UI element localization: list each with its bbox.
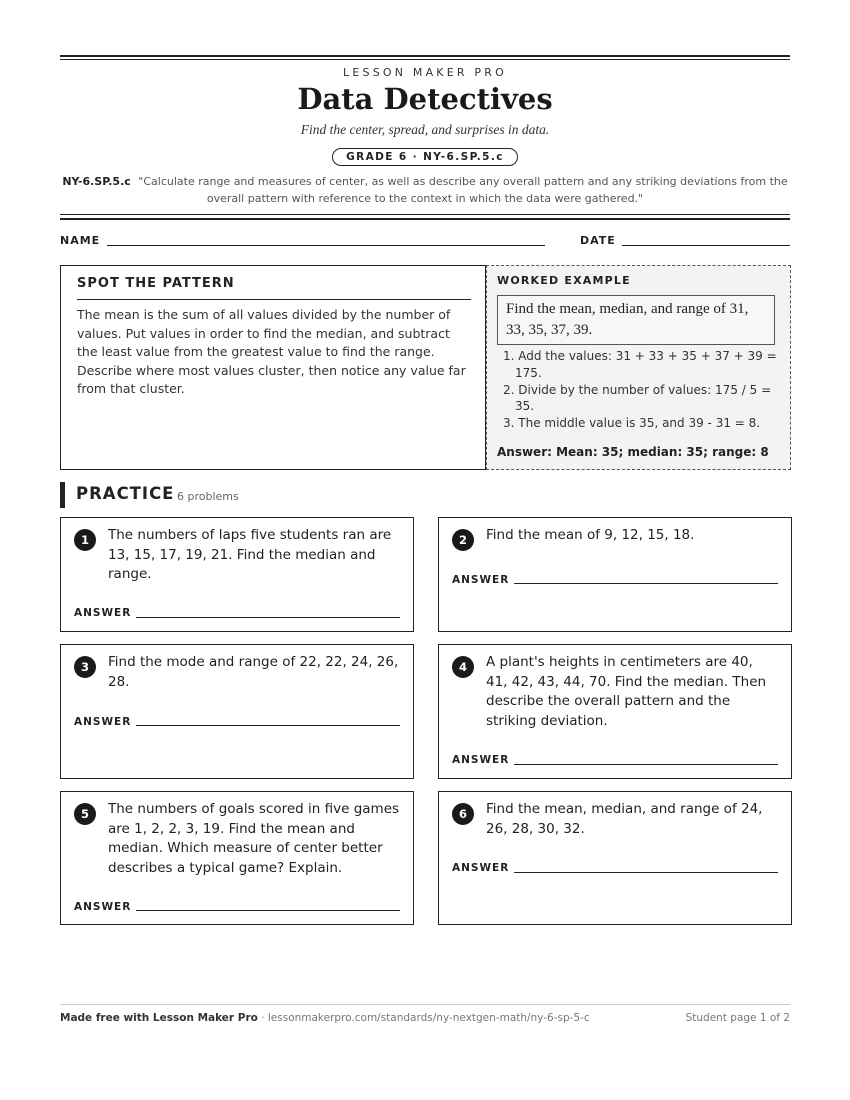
problem-number: 3 bbox=[74, 656, 96, 678]
practice-accent-bar bbox=[60, 482, 65, 508]
answer-field-1[interactable] bbox=[136, 617, 400, 618]
answer-label: ANSWER bbox=[452, 754, 510, 766]
answer-label: ANSWER bbox=[74, 607, 132, 619]
problem-card-5 bbox=[60, 791, 414, 925]
name-field[interactable] bbox=[107, 245, 545, 246]
spot-the-pattern-rule bbox=[77, 299, 471, 300]
grade-badge-wrap bbox=[60, 145, 790, 166]
top-rule-thin bbox=[60, 59, 790, 60]
name-label: NAME bbox=[60, 234, 101, 247]
problem-card-6 bbox=[438, 791, 792, 925]
problem-text: A plant's heights in centimeters are 40, 41, 42, 43, 44, 70. Find the median. Then describe the overall pattern and the striking deviation. bbox=[486, 654, 767, 729]
standard-code: NY-6.SP.5.c bbox=[62, 175, 131, 188]
answer-label: ANSWER bbox=[452, 574, 510, 586]
problem-card-1 bbox=[60, 517, 414, 632]
answer-field-2[interactable] bbox=[514, 583, 778, 584]
worked-example-step: 2. Divide by the number of values: 175 / 5 = 35. bbox=[503, 382, 772, 413]
worked-example-problem: Find the mean, median, and range of 31, 33, 35, 37, 39. bbox=[497, 295, 775, 345]
problem-number: 6 bbox=[452, 803, 474, 825]
answer-field-3[interactable] bbox=[136, 725, 400, 726]
answer-field-5[interactable] bbox=[136, 910, 400, 911]
spot-the-pattern-box bbox=[60, 265, 486, 470]
date-label: DATE bbox=[580, 234, 616, 247]
worked-example-steps bbox=[497, 348, 787, 432]
answer-field-4[interactable] bbox=[514, 764, 778, 765]
problem-card-3 bbox=[60, 644, 414, 779]
footer-made-with: Made free with Lesson Maker Pro bbox=[60, 1012, 258, 1024]
worked-example-answer: Answer: Mean: 35; median: 35; range: 8 bbox=[497, 445, 769, 459]
standard-text: "Calculate range and measures of center, as well as describe any overall pattern and any striking deviations from the overall pattern with reference to the context in which the data were gathered." bbox=[138, 175, 788, 205]
worksheet-subtitle: Find the center, spread, and surprises in data. bbox=[300, 122, 550, 137]
problem-number: 5 bbox=[74, 803, 96, 825]
problem-card-4 bbox=[438, 644, 792, 779]
problem-card-2 bbox=[438, 517, 792, 632]
practice-heading: PRACTICE bbox=[76, 484, 175, 503]
problem-text: Find the mean, median, and range of 24, 26, 28, 30, 32. bbox=[486, 801, 763, 837]
problem-number: 4 bbox=[452, 656, 474, 678]
footer-rule bbox=[60, 1004, 790, 1005]
top-rule bbox=[60, 55, 790, 57]
answer-label: ANSWER bbox=[74, 901, 132, 913]
problem-text: The numbers of goals scored in five games are 1, 2, 2, 3, 19. Find the mean and median. Which measure of center better describes a typical game? Explain. bbox=[108, 801, 400, 876]
practice-count: 6 problems bbox=[177, 490, 239, 503]
answer-label: ANSWER bbox=[452, 862, 510, 874]
footer-url[interactable]: · lessonmakerpro.com/standards/ny-nextgen-math/ny-6-sp-5-c bbox=[257, 1012, 590, 1024]
brand-label: LESSON MAKER PRO bbox=[343, 66, 507, 79]
worked-example-heading: WORKED EXAMPLE bbox=[497, 274, 631, 287]
problem-text: Find the mean of 9, 12, 15, 18. bbox=[486, 527, 695, 543]
worked-example-step: 1. Add the values: 31 + 33 + 35 + 37 + 39 = 175. bbox=[503, 349, 777, 380]
answer-label: ANSWER bbox=[74, 716, 132, 728]
answer-field-6[interactable] bbox=[514, 872, 778, 873]
worked-example-box bbox=[486, 265, 791, 470]
header-bottom-rule bbox=[60, 218, 790, 220]
problem-number: 2 bbox=[452, 529, 474, 551]
problem-text: The numbers of laps five students ran are 13, 15, 17, 19, 21. Find the median and range. bbox=[108, 527, 392, 582]
worksheet-page bbox=[60, 0, 790, 1100]
worked-example-step: 3. The middle value is 35, and 39 - 31 = 8. bbox=[503, 416, 761, 430]
footer-credit bbox=[60, 1012, 590, 1024]
date-field[interactable] bbox=[622, 245, 790, 246]
grade-badge: GRADE 6 · NY-6.SP.5.c bbox=[332, 148, 518, 166]
spot-the-pattern-heading: SPOT THE PATTERN bbox=[77, 276, 235, 291]
problem-text: Find the mode and range of 22, 22, 24, 26, 28. bbox=[108, 654, 399, 690]
header-bottom-rule-thin bbox=[60, 214, 790, 215]
worksheet-title: Data Detectives bbox=[297, 82, 553, 116]
footer-page-number: Student page 1 of 2 bbox=[685, 1012, 790, 1024]
standard-description bbox=[60, 173, 790, 207]
spot-the-pattern-body: The mean is the sum of all values divided by the number of values. Put values in order to find the median, and subtract the least value from the greatest value to find the range. Describe where most values cluster, then notice any value far from that cluster. bbox=[77, 307, 466, 396]
problem-number: 1 bbox=[74, 529, 96, 551]
